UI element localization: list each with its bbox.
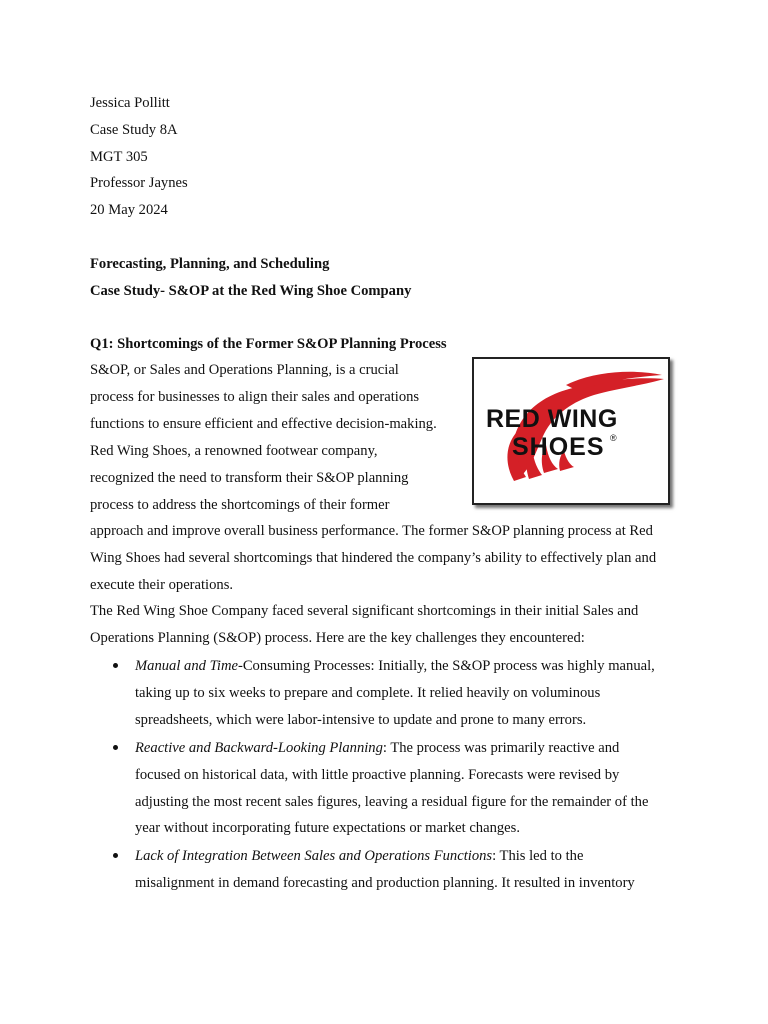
paragraph-line: process for businesses to align their sales and operations [90, 389, 420, 405]
professor-name: Professor Jaynes [90, 175, 188, 191]
bullet-line: misalignment in demand forecasting and production planning. It resulted in inventory [135, 875, 635, 891]
paragraph-line: Operations Planning (S&OP) process. Here are the key challenges they encountered: [90, 630, 585, 646]
author-name: Jessica Pollitt [90, 95, 170, 111]
logo-text-line1: RED WING [486, 405, 618, 433]
assignment-name: Case Study 8A [90, 122, 178, 138]
red-wing-logo-graphic [474, 359, 668, 503]
case-title: Case Study- S&OP at the Red Wing Shoe Company [90, 283, 412, 299]
bullet-line: focused on historical data, with little proactive planning. Forecasts were revised by [135, 767, 620, 783]
logo-text-line2: SHOES [512, 433, 605, 461]
paragraph-line: approach and improve overall business performance. The former S&OP planning process at Red [90, 523, 653, 539]
bullet-lead-rest: : This led to the [492, 848, 584, 864]
bullet-lead-rest: Consuming Processes: Initially, the S&OP process was highly manual, [242, 658, 655, 674]
bullet-line: year without incorporating future expectations or market changes. [135, 820, 520, 836]
paragraph-line: S&OP, or Sales and Operations Planning, is a crucial [90, 362, 399, 378]
bullet-line: adjusting the most recent sales figures, leaving a residual figure for the remainder of the [135, 794, 649, 810]
bullet-lead-line [135, 847, 583, 865]
topic-title: Forecasting, Planning, and Scheduling [90, 256, 330, 272]
bullet-line: spreadsheets, which were labor-intensive to update and prone to many errors. [135, 712, 587, 728]
paragraph-line: The Red Wing Shoe Company faced several significant shortcomings in their initial Sales and [90, 603, 639, 619]
bullet-line: taking up to six weeks to prepare and complete. It relied heavily on voluminous [135, 685, 601, 701]
paragraph-line: process to address the shortcomings of their former [90, 497, 390, 513]
bullet-lead-line [135, 739, 619, 757]
paragraph-line: execute their operations. [90, 577, 234, 593]
bullet-lead-italic: Lack of Integration Between Sales and Operations Functions [135, 848, 493, 864]
section-heading: Q1: Shortcomings of the Former S&OP Planning Process [90, 336, 447, 352]
red-wing-logo-image [472, 357, 670, 505]
document-date: 20 May 2024 [90, 202, 168, 218]
course-code: MGT 305 [90, 149, 148, 165]
bullet-lead-rest: : The process was primarily reactive and [382, 740, 620, 756]
paragraph-line: Wing Shoes had several shortcomings that hindered the company’s ability to effectively plan and [90, 550, 657, 566]
bullet-marker [113, 745, 118, 750]
bullet-lead-line [135, 657, 655, 675]
bullet-marker [113, 853, 118, 858]
logo-registered-mark: ® [610, 433, 617, 443]
paragraph-line: functions to ensure efficient and effective decision-making. [90, 416, 437, 432]
bullet-lead-italic: Reactive and Backward-Looking Planning [135, 740, 383, 756]
bullet-lead-italic: Manual and Time- [135, 658, 243, 674]
bullet-marker [113, 663, 118, 668]
paragraph-line: recognized the need to transform their S&OP planning [90, 470, 409, 486]
paragraph-line: Red Wing Shoes, a renowned footwear company, [90, 443, 378, 459]
